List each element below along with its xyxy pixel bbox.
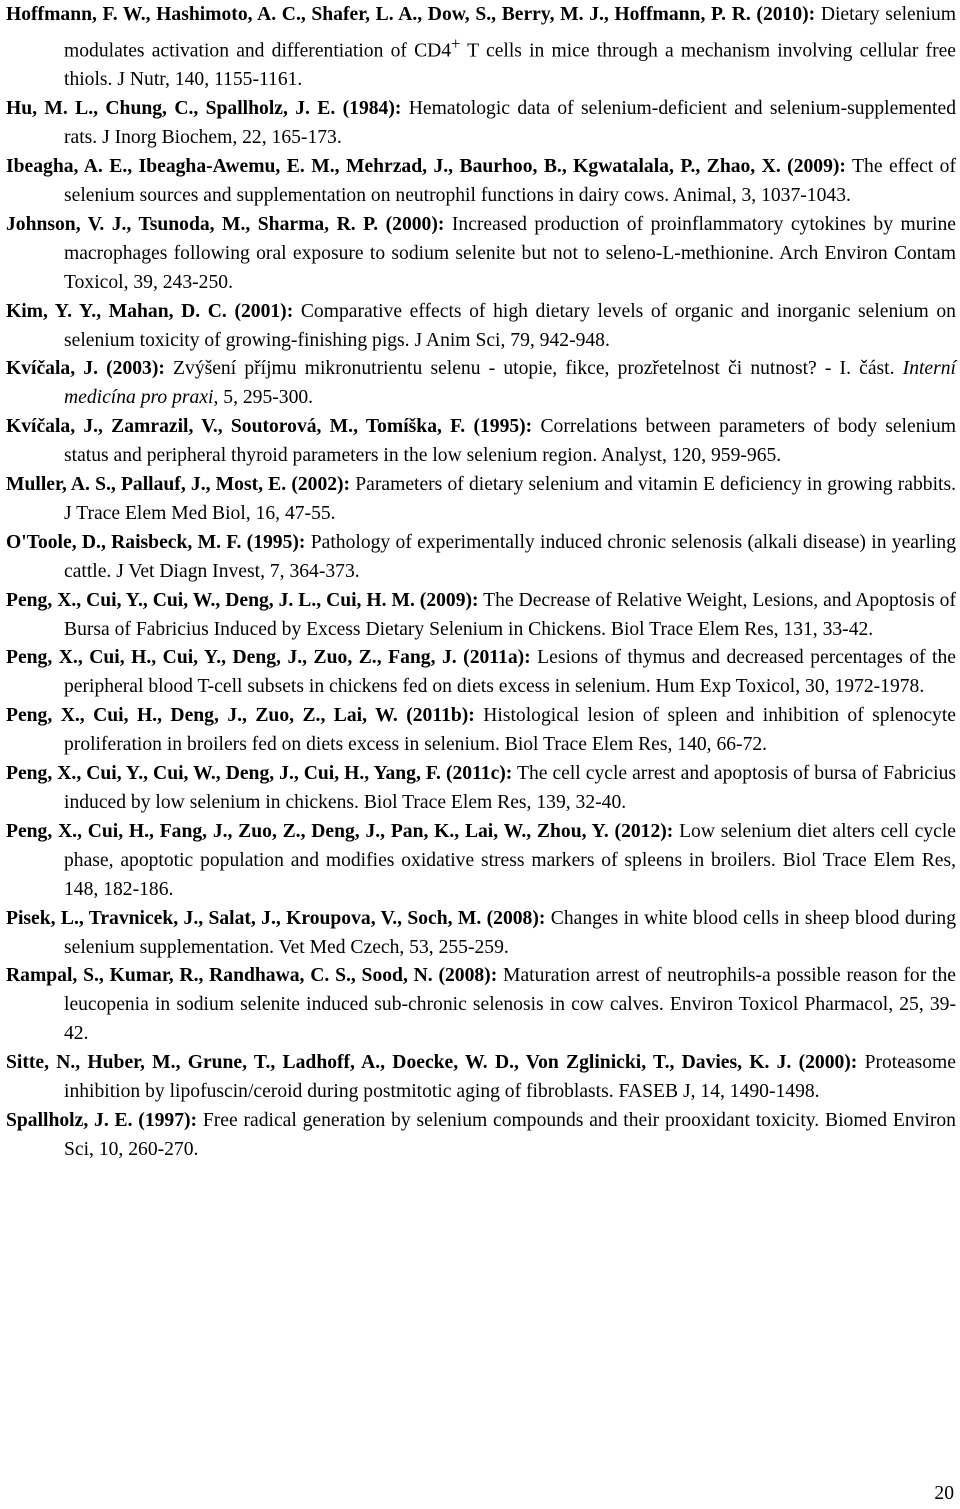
- reference-entry: [6, 818, 956, 905]
- reference-text: Increased production of proinflammatory cytokines by murine macrophages following oral exposure to sodium selenite but not to seleno-L-methionine. Arch Environ Contam Toxicol, 39, 243-250.: [64, 213, 956, 293]
- reference-authors: Kvíčala, J., Zamrazil, V., Soutorová, M., Tomíška, F. (1995):: [6, 416, 533, 438]
- reference-entry: [6, 905, 956, 963]
- reference-text: Maturation arrest of neutrophils-a possible reason for the leucopenia in sodium selenite induced sub-chronic selenosis in cow calves. Environ Toxicol Pharmacol, 25, 39-42.: [64, 965, 956, 1045]
- page-number: 20: [934, 1483, 954, 1504]
- reference-authors: Johnson, V. J., Tsunoda, M., Sharma, R. P. (2000):: [6, 213, 445, 235]
- reference-text: Low selenium diet alters cell cycle phase, apoptotic population and modifies oxidative stress markers of spleens in broilers. Biol Trace Elem Res, 148, 182-186.: [64, 820, 956, 900]
- reference-authors: O'Toole, D., Raisbeck, M. F. (1995):: [6, 531, 306, 553]
- reference-entry: [6, 1049, 956, 1107]
- reference-text: The effect of selenium sources and supplementation on neutrophil functions in dairy cows. Animal, 3, 1037-1043.: [64, 156, 956, 206]
- reference-authors: Peng, X., Cui, Y., Cui, W., Deng, J., Cui, H., Yang, F. (2011c):: [6, 763, 513, 785]
- reference-authors: Peng, X., Cui, H., Fang, J., Zuo, Z., Deng, J., Pan, K., Lai, W., Zhou, Y. (2012):: [6, 820, 674, 842]
- reference-text: Pathology of experimentally induced chronic selenosis (alkali disease) in yearling cattle. J Vet Diagn Invest, 7, 364-373.: [64, 531, 956, 582]
- reference-authors: Hoffmann, F. W., Hashimoto, A. C., Shafer, L. A., Dow, S., Berry, M. J., Hoffmann, P. R. (2010):: [6, 4, 816, 25]
- reference-text: Comparative effects of high dietary levels of organic and inorganic selenium on selenium toxicity of growing-finishing pigs. J Anim Sci, 79, 942-948.: [64, 300, 956, 351]
- reference-entry: [6, 702, 956, 760]
- reference-authors: Peng, X., Cui, H., Cui, Y., Deng, J., Zuo, Z., Fang, J. (2011a):: [6, 647, 531, 669]
- reference-entry: [6, 1, 956, 95]
- reference-text: Hematologic data of selenium-deficient and selenium-supplemented rats. J Inorg Biochem, 22, 165-173.: [64, 98, 956, 149]
- reference-authors: Peng, X., Cui, Y., Cui, W., Deng, J. L., Cui, H. M. (2009):: [6, 589, 479, 611]
- reference-text: Dietary selenium modulates activation and differentiation of CD4: [64, 4, 956, 62]
- reference-entry: [6, 413, 956, 471]
- reference-entry: [6, 760, 956, 818]
- reference-text: Histological lesion of spleen and inhibition of splenocyte proliferation in broilers fed on diets excess in selenium. Biol Trace Elem Res, 140, 66-72.: [64, 705, 956, 756]
- reference-entry: [6, 587, 956, 645]
- reference-entry: [6, 962, 956, 1049]
- reference-entry: [6, 644, 956, 702]
- reference-authors: Hu, M. L., Chung, C., Spallholz, J. E. (1984):: [6, 98, 402, 120]
- reference-entry: [6, 355, 956, 413]
- reference-entry: [6, 471, 956, 529]
- reference-superscript: +: [451, 33, 461, 53]
- reference-entry: [6, 95, 956, 153]
- reference-entry: [6, 298, 956, 356]
- reference-authors: Peng, X., Cui, H., Deng, J., Zuo, Z., Lai, W. (2011b):: [6, 705, 475, 727]
- reference-list: [6, 1, 956, 1165]
- reference-authors: Rampal, S., Kumar, R., Randhawa, C. S., Sood, N. (2008):: [6, 965, 498, 987]
- reference-authors: Sitte, N., Huber, M., Grune, T., Ladhoff, A., Doecke, W. D., Von Zglinicki, T., Davies, K. J. (2000):: [6, 1052, 858, 1074]
- reference-authors: Kvíčala, J. (2003):: [6, 358, 165, 380]
- reference-authors: Muller, A. S., Pallauf, J., Most, E. (2002):: [6, 474, 351, 496]
- reference-text: Parameters of dietary selenium and vitamin E deficiency in growing rabbits. J Trace Elem Med Biol, 16, 47-55.: [64, 474, 957, 524]
- reference-entry: [6, 529, 956, 587]
- reference-authors: Ibeagha, A. E., Ibeagha-Awemu, E. M., Mehrzad, J., Baurhoo, B., Kgwatalala, P., Zhao, X. (2009):: [6, 156, 846, 178]
- reference-entry: [6, 153, 956, 211]
- reference-text: Proteasome inhibition by lipofuscin/ceroid during postmitotic aging of fibroblasts. FASEB J, 14, 1490-1498.: [64, 1052, 956, 1103]
- reference-text: Zvýšení příjmu mikronutrientu selenu - utopie, fikce, prozřetelnost či nutnost? - I. část.: [164, 358, 903, 380]
- reference-authors: Spallholz, J. E. (1997):: [6, 1109, 198, 1131]
- reference-text-continued: T cells in mice through a mechanism involving cellular free thiols. J Nutr, 140, 1155-1161.: [64, 40, 956, 91]
- reference-text: Free radical generation by selenium compounds and their prooxidant toxicity. Biomed Environ Sci, 10, 260-270.: [64, 1109, 956, 1160]
- reference-authors: Pisek, L., Travnicek, J., Salat, J., Kroupova, V., Soch, M. (2008):: [6, 907, 546, 929]
- reference-text: Lesions of thymus and decreased percentages of the peripheral blood T-cell subsets in chickens fed on diets excess in selenium. Hum Exp Toxicol, 30, 1972-1978.: [64, 647, 956, 698]
- reference-text: Correlations between parameters of body selenium status and peripheral thyroid parameters in the low selenium region. Analyst, 120, 959-965.: [64, 416, 956, 467]
- reference-text-end: , 5, 295-300.: [213, 387, 314, 409]
- reference-text: The Decrease of Relative Weight, Lesions, and Apoptosis of Bursa of Fabricius Induced by Excess Dietary Selenium in Chickens. Biol Trace Elem Res, 131, 33-42.: [64, 589, 956, 640]
- reference-entry: [6, 1107, 956, 1165]
- reference-authors: Kim, Y. Y., Mahan, D. C. (2001):: [6, 300, 294, 322]
- reference-journal-italic: Interní medicína pro praxi: [64, 358, 956, 409]
- reference-text: The cell cycle arrest and apoptosis of bursa of Fabricius induced by low selenium in chickens. Biol Trace Elem Res, 139, 32-40.: [64, 763, 956, 813]
- reference-entry: [6, 211, 956, 298]
- reference-text: Changes in white blood cells in sheep blood during selenium supplementation. Vet Med Czech, 53, 255-259.: [64, 907, 956, 958]
